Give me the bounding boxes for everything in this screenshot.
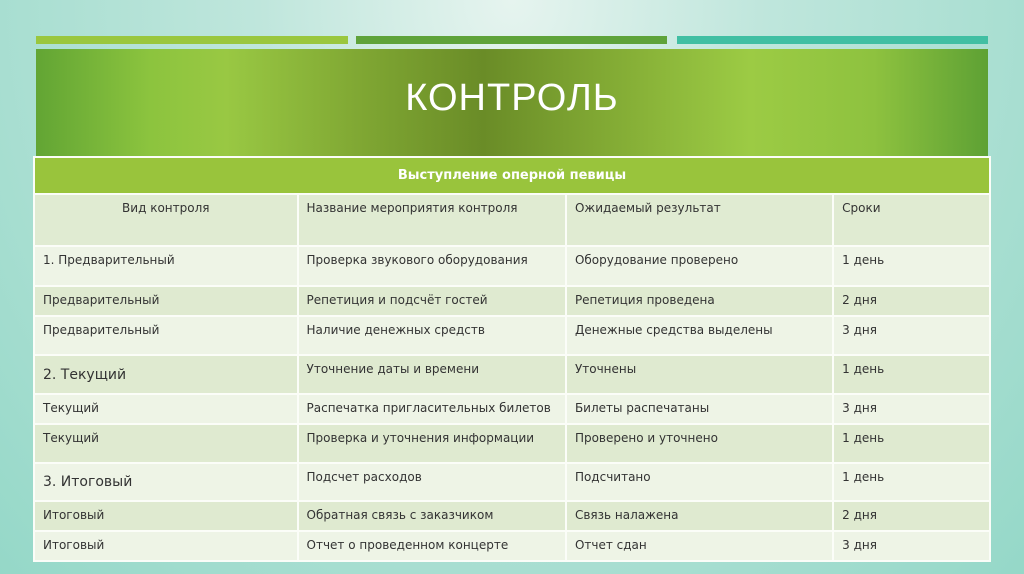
cell-result: Отчет сдан xyxy=(566,531,833,561)
cell-result: Проверено и уточнено xyxy=(566,424,833,463)
table-row xyxy=(34,463,990,501)
decor-bar-green xyxy=(356,36,667,44)
header-cell: Сроки xyxy=(833,194,990,246)
cell-term: 2 дня xyxy=(833,286,990,316)
cell-term: 1 день xyxy=(833,355,990,394)
header-cell: Вид контроля xyxy=(34,194,298,246)
table-row xyxy=(34,531,990,561)
title-banner xyxy=(36,49,988,156)
decor-bar-lime xyxy=(36,36,348,44)
cell-term: 3 дня xyxy=(833,394,990,424)
header-cell: Ожидаемый результат xyxy=(566,194,833,246)
table-row xyxy=(34,355,990,394)
cell-activity: Проверка и уточнения информации xyxy=(298,424,566,463)
cell-activity: Обратная связь с заказчиком xyxy=(298,501,566,531)
cell-term: 3 дня xyxy=(833,316,990,355)
cell-type: Текущий xyxy=(34,424,298,463)
table-row xyxy=(34,316,990,355)
cell-result: Денежные средства выделены xyxy=(566,316,833,355)
table-row xyxy=(34,501,990,531)
cell-activity: Проверка звукового оборудования xyxy=(298,246,566,286)
cell-type: Итоговый xyxy=(34,531,298,561)
cell-activity: Подсчет расходов xyxy=(298,463,566,501)
control-table xyxy=(33,156,991,562)
cell-activity: Наличие денежных средств xyxy=(298,316,566,355)
cell-result: Оборудование проверено xyxy=(566,246,833,286)
cell-result: Уточнены xyxy=(566,355,833,394)
table-row xyxy=(34,286,990,316)
cell-type: 2. Текущий xyxy=(34,355,298,394)
table-row xyxy=(34,394,990,424)
slide-title: КОНТРОЛЬ xyxy=(405,77,619,119)
cell-activity: Репетиция и подсчёт гостей xyxy=(298,286,566,316)
cell-term: 1 день xyxy=(833,424,990,463)
cell-type: Предварительный xyxy=(34,316,298,355)
table-row xyxy=(34,424,990,463)
cell-type: Текущий xyxy=(34,394,298,424)
cell-result: Связь налажена xyxy=(566,501,833,531)
cell-term: 2 дня xyxy=(833,501,990,531)
cell-term: 3 дня xyxy=(833,531,990,561)
cell-activity: Отчет о проведенном концерте xyxy=(298,531,566,561)
cell-term: 1 день xyxy=(833,246,990,286)
cell-type: 3. Итоговый xyxy=(34,463,298,501)
cell-type: Предварительный xyxy=(34,286,298,316)
cell-result: Билеты распечатаны xyxy=(566,394,833,424)
cell-result: Подсчитано xyxy=(566,463,833,501)
cell-activity: Распечатка пригласительных билетов xyxy=(298,394,566,424)
table-row xyxy=(34,246,990,286)
cell-result: Репетиция проведена xyxy=(566,286,833,316)
cell-activity: Уточнение даты и времени xyxy=(298,355,566,394)
decor-bar-teal xyxy=(677,36,988,44)
cell-type: 1. Предварительный xyxy=(34,246,298,286)
cell-term: 1 день xyxy=(833,463,990,501)
table-caption: Выступление оперной певицы xyxy=(34,157,990,194)
cell-type: Итоговый xyxy=(34,501,298,531)
header-cell: Название мероприятия контроля xyxy=(298,194,566,246)
table-caption-row xyxy=(34,157,990,194)
table-header-row xyxy=(34,194,990,246)
